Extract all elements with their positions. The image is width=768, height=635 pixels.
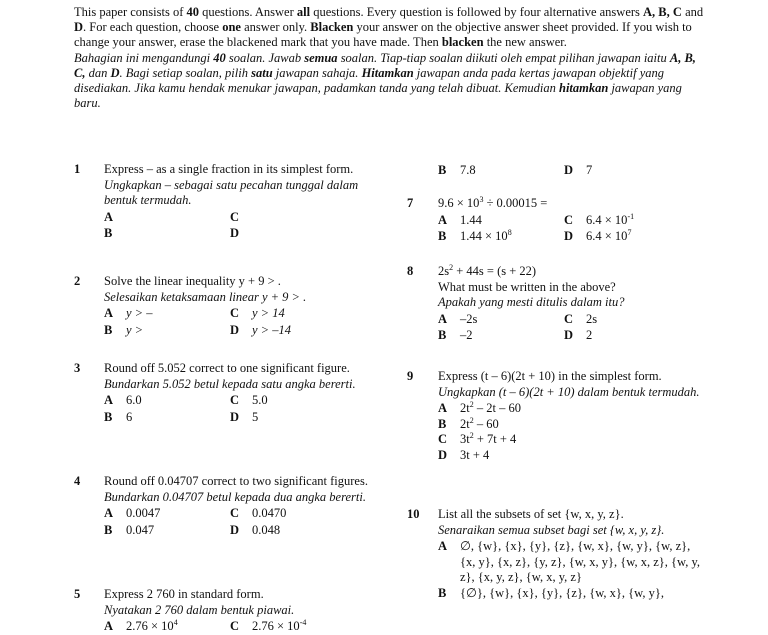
question-text-ms: Apakah yang mesti ditulis dalam itu? [438,295,625,309]
question-6-tail [438,162,694,179]
instructions-malay: Bahagian ini mengandungi 40 soalan. Jawab semua soalan. Tiap-tiap soalan diikuti oleh empat pilihan jawapan iaitu A, B, C, dan D. Bagi setiap soalan, pilih satu jawapan sahaja. Hitamkan jawapan anda pada kertas jawapan objektif yang disediakan. Jika kamu hendak menukar jawapan, padamkan tanda yang telah dibuat. Kemudian hitamkan jawapan yang baru. [74,50,696,111]
option-d[interactable]: D 3t + 4 [438,447,490,462]
question-number: 8 [407,264,414,278]
question-text-en: Round off 5.052 correct to one significant figure. [104,361,350,375]
option-a[interactable]: A –2s [438,311,478,326]
question-text-en: $9.6 \times 10^3 \div 0.00015$ = [438,195,548,210]
question-number: 5 [74,587,81,601]
option-b[interactable]: B 0.047 [104,522,155,537]
option-d[interactable]: D 7 [564,163,593,177]
instructions-english: This paper consists of 40 questions. Answer all questions. Every question is followed by four alternative answers A, B, C and D. For each question, choose one answer only. Blacken your answer on the objective answer sheet provided. If you wish to change your answer, erase the blackened mark that you have made. Then blacken the new answer. [74,5,704,50]
option-a[interactable]: A $2t^2 - 2t - 60$ [438,400,521,415]
option-b[interactable]: B $1.44 \times 10^8$ [438,228,512,243]
option-c[interactable]: C [230,209,240,224]
option-b[interactable]: B [104,226,113,240]
question-number: 3 [74,361,81,375]
option-b[interactable]: B $2t^2 - 60$ [438,415,499,431]
question-equation: $2s^2 + 44s = (s + 22)$ [438,263,537,278]
option-a[interactable]: A ∅, {w}, {x}, {y}, {z}, {w, x}, {w, y}, {w, z}, {x, y}, {x, z}, {y, z}, {w, x, y}, {w, x, z}, {w, y, z}, {x, y, z}, {w, x, y, z} [438,539,701,584]
instructions [74,5,704,111]
question-text-en: What must be written in the above? [438,279,616,294]
question-text-en: List all the subsets of set {w, x, y, z}. [438,507,624,521]
option-a[interactable]: A 0.0047 [104,506,161,520]
option-b[interactable]: B 6 [104,409,133,424]
option-c[interactable]: C $2.76 \times 10^{-4}$ [230,618,307,633]
option-d[interactable]: D 2 [564,328,593,342]
question-text-en: Solve the linear inequality y + 9 > . [104,274,281,288]
question-number: 7 [407,196,414,210]
question-text-ms: Selesaikan ketaksamaan linear y + 9 > . [104,289,307,304]
option-b[interactable]: B –2 [438,328,473,342]
option-d[interactable]: D $6.4 \times 10^7$ [564,228,632,243]
question-text-en: Round off 0.04707 correct to two significant figures. [104,474,368,488]
option-b[interactable]: B y > [104,322,144,337]
option-d[interactable]: D 0.048 [230,522,281,537]
option-c[interactable]: C 2s [564,311,598,326]
option-a[interactable]: A y > – [104,306,153,320]
option-d[interactable]: D y > –14 [230,322,291,337]
question-number: 10 [407,507,420,521]
question-number: 4 [74,474,81,488]
question-number: 1 [74,162,81,176]
question-text-en: Express – as a single fraction in its simplest form. [104,162,354,176]
option-c[interactable]: C 0.0470 [230,506,287,520]
option-d[interactable]: D [230,226,240,240]
option-c[interactable]: C $6.4 \times 10^{-1}$ [564,211,635,227]
question-number: 2 [74,274,81,288]
option-c[interactable]: C $3t^2 + 7t + 4$ [438,431,517,446]
option-a[interactable]: A $2.76 \times 10^4$ [104,618,178,633]
option-a[interactable]: A 6.0 [104,393,142,407]
option-d[interactable]: D 5 [230,409,259,424]
question-text-en: Express 2 760 in standard form. [104,587,264,601]
question-text-ms: Bundarkan 0.04707 betul kepada dua angka bererti. [104,489,366,504]
question-text-ms: Bundarkan 5.052 betul kepada satu angka bererti. [104,376,356,391]
question-text-ms: Ungkapkan – sebagai satu pecahan tunggal dalam bentuk termudah. [104,177,359,207]
option-c[interactable]: C 5.0 [230,393,268,407]
option-a[interactable]: A 1.44 [438,212,482,227]
option-a[interactable]: A [104,209,114,224]
question-number: 9 [407,369,414,383]
option-b[interactable]: B {∅}, {w}, {x}, {y}, {z}, {w, x}, {w, y}, [438,585,665,600]
question-text-ms: Senaraikan semua subset bagi set {w, x, y, z}. [438,522,665,537]
question-text-ms: Ungkapkan (t – 6)(2t + 10) dalam bentuk termudah. [438,384,700,399]
question-text-en: Express (t – 6)(2t + 10) in the simplest form. [438,369,662,383]
question-text-ms: Nyatakan 2 760 dalam bentuk piawai. [104,602,295,617]
option-c[interactable]: C y > 14 [230,306,285,320]
option-b[interactable]: B 7.8 [438,163,476,177]
